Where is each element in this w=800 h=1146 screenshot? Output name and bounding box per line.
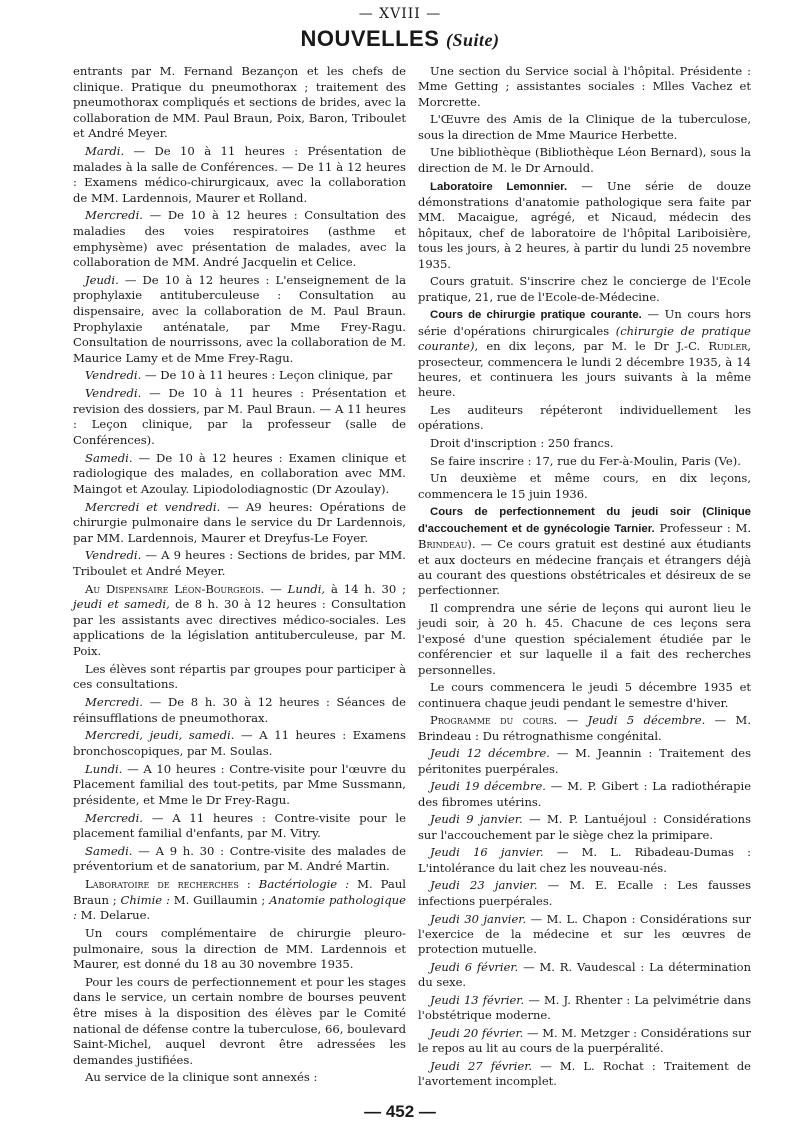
text-fragment: (chirurgie de pratique courante) (418, 323, 751, 354)
paragraph-text: — De 10 à 12 heures : Examen clinique et radiologique des malades, en collaboration avec MM. Maingot et Azoulay. Lipiodolodiagnostic (Dr Azoulay). (73, 450, 406, 496)
paragraph (418, 960, 751, 991)
paragraph (418, 746, 751, 777)
paragraph (418, 713, 751, 744)
paragraph-text: — M. M. Metzger : Considérations sur le repos au lit au cours de la puerpéralité. (418, 1026, 751, 1056)
paragraph-text: — M. P. Gibert : La radiothérapie des fibromes utérins. (418, 779, 751, 809)
page-roman-numeral: — XVIII — (358, 6, 442, 22)
paragraph (418, 812, 751, 843)
paragraph (418, 845, 751, 876)
paragraph (418, 1026, 751, 1057)
paragraph (73, 548, 406, 579)
page-number: — 452 — (364, 1102, 436, 1121)
paragraph-text: — M. R. Vaudescal : La détermination du sexe. (418, 959, 751, 990)
paragraph: Il comprendra une série de leçons qui auront lieu le jeudi soir, à 20 h. 45. Chacune de ces leçons sera l'exposé d'une question spécialement étudiée par le conférencier et sur laquelle il a fait des recherches personnelles. (418, 600, 751, 677)
text-fragment: , en dix leçons, par M. le Dr J.-C. (474, 339, 709, 354)
date-label: Jeudi 5 décembre. (587, 713, 706, 728)
date-label: Jeudi 9 janvier. (430, 812, 523, 827)
day-label: Samedi. (85, 843, 133, 858)
text-fragment: M. Paul Braun ; (73, 877, 407, 907)
text-fragment: — (264, 581, 288, 596)
section-heading: Laboratoire Lemonnier. (430, 180, 568, 193)
paragraph (73, 582, 406, 660)
paragraph: Une bibliothèque (Bibliothèque Léon Bernard), sous la direction de M. le Dr Arnould. (418, 145, 751, 175)
subject-label: Bactériologie : (258, 877, 350, 892)
paragraph (73, 500, 406, 547)
text-fragment: M. Delarue. (76, 908, 151, 923)
paragraph (73, 728, 406, 759)
paragraph (73, 144, 406, 206)
day-label: jeudi et samedi, (73, 597, 170, 612)
paragraph-text: — M. L. Rochat : Traitement de l'avortement incomplet. (418, 1059, 751, 1089)
paragraph-text: — M. J. Rhenter : La pelvimétrie dans l'obstétrique moderne. (418, 992, 751, 1023)
day-label: Mercredi et vendredi. (85, 499, 221, 514)
paragraph-text: — M. P. Lantuéjoul : Considérations sur l'accouchement par le siège chez la primipare. (418, 812, 751, 842)
text-fragment: ). — Ce cours gratuit est destiné aux étudiants et aux docteurs en médecine français et étrangers déjà au courant des questions obstétricales et désireux de se perfectionner. (418, 537, 751, 598)
left-column (73, 64, 406, 1088)
day-label: Mercredi. (85, 695, 143, 709)
day-label: Mardi. (85, 144, 125, 158)
text-fragment: — (557, 713, 588, 728)
subject-label: Chimie : (120, 892, 170, 907)
paragraph: Cours gratuit. S'inscrire chez le concierge de l'Ecole pratique, 21, rue de l'Ecole-de-Médecine. (418, 274, 751, 304)
paragraph (418, 504, 751, 599)
paragraph (418, 179, 751, 273)
paragraph-text: — De 10 à 11 heures : Leçon clinique, par (141, 368, 393, 383)
paragraph: Droit d'inscription : 250 francs. (430, 436, 614, 451)
page-title (0, 24, 800, 55)
day-label: Mercredi. (85, 810, 143, 825)
paragraph (418, 307, 751, 401)
paragraph: Les auditeurs répéteront individuellement les opérations. (418, 402, 751, 433)
text-fragment: — Un cours hors série d'opérations chirurgicales (418, 307, 751, 338)
paragraph (73, 811, 406, 842)
paragraph-text: — M. E. Ecalle : Les fausses infections puerpérales. (418, 878, 751, 908)
paragraph: Le cours commencera le jeudi 5 décembre 1935 et continuera chaque jeudi pendant le semestre d'hiver. (418, 680, 751, 710)
date-label: Jeudi 12 décembre. (430, 746, 550, 761)
day-label: Mercredi. (85, 208, 143, 223)
day-label: Jeudi. (85, 272, 119, 287)
paragraph (73, 386, 406, 448)
paragraph (73, 695, 406, 726)
day-label: Samedi. (85, 450, 133, 465)
section-heading: Cours de perfectionnement du jeudi soir (Clinique d'accouchement et de gynécologie Tarnier. (418, 506, 751, 535)
text-fragment: — M. Brindeau : Du rétrognathisme congénital. (418, 713, 751, 743)
person-name: Rudler (708, 339, 748, 354)
paragraph: Les élèves sont répartis par groupes pour participer à ces consultations. (73, 661, 406, 692)
section-label: Programme du cours. (430, 713, 558, 728)
day-label: Lundi. (85, 761, 123, 776)
paragraph (418, 1059, 751, 1090)
paragraph (418, 779, 751, 810)
paragraph-text: — De 8 h. 30 à 12 heures : Séances de réinsufflations de pneumothorax. (73, 695, 406, 725)
paragraph-text: — A 11 heures : Contre-visite pour le placement familial d'enfants, par M. Vitry. (73, 810, 406, 841)
paragraph-text: — M. L. Ribadeau-Dumas : L'intolérance du lait chez les nouveau-nés. (418, 845, 751, 875)
section-label: Au Dispensaire Léon-Bourgeois. (85, 581, 265, 596)
paragraph-text: — A 11 heures : Examens bronchoscopiques, par M. Soulas. (73, 728, 406, 758)
paragraph (418, 878, 751, 909)
text-fragment: M. Guillaumin ; (169, 892, 270, 907)
paragraph-text: — Une série de douze démonstrations d'anatomie pathologique sera faite par MM. Macaigue, agrégé, et Nicaud, médecin des hôpitaux, chef de laboratoire de l'hôpital Lariboisière, tous les jours, à 2 heures, à partir du lundi 25 novembre 1935. (418, 178, 751, 271)
paragraph (73, 762, 406, 809)
paragraph: L'Œuvre des Amis de la Clinique de la tuberculose, sous la direction de Mme Maurice Herbette. (418, 112, 751, 142)
text-fragment: de 8 h. 30 à 12 heures : Consultation par les assistants avec directives médico-sociales. Les applications de la législation antituberculeuse, par M. Poix. (73, 597, 406, 658)
paragraph-text: — A 9 h. 30 : Contre-visite des malades de préventorium et de sanatorium, par M. André Martin. (73, 843, 406, 874)
paragraph-text: — De 10 à 12 heures : Consultation des maladies des voies respiratoires (asthme et emphysème) avec présentation de malades, avec la collaboration de MM. André Jacquelin et Celice. (73, 208, 406, 270)
paragraph: Se faire inscrire : 17, rue du Fer-à-Moulin, Paris (Ve). (430, 453, 741, 468)
day-label: Vendredi. (85, 368, 142, 383)
paragraph (73, 273, 406, 366)
date-label: Jeudi 16 janvier. (430, 845, 544, 860)
paragraph (418, 993, 751, 1024)
section-label: Laboratoire de recherches : (85, 877, 251, 892)
date-label: Jeudi 27 février. (430, 1059, 533, 1074)
date-label: Jeudi 23 janvier. (430, 878, 538, 893)
paragraph-text: — A 10 heures : Contre-visite pour l'œuvre du Placement familial des tout-petits, par Mme Sussmann, présidente, et Mme le Dr Frey-Ragu. (73, 761, 406, 807)
paragraph (73, 208, 406, 270)
paragraph (73, 368, 406, 384)
paragraph (73, 844, 406, 875)
right-column (418, 64, 751, 1092)
paragraph-text: — M. L. Chapon : Considérations sur l'exercice de la médecine et sur les œuvres de protection mutuelle. (418, 911, 751, 957)
paragraph-text: — A 9 heures : Sections de brides, par MM. Triboulet et André Meyer. (73, 548, 406, 578)
title-suite: (Suite) (446, 30, 500, 50)
date-label: Jeudi 20 février. (430, 1026, 524, 1041)
section-heading: Cours de chirurgie pratique courante. (430, 309, 642, 322)
day-label: Vendredi. (85, 548, 142, 563)
paragraph-text: — De 10 à 11 heures : Présentation de malades à la salle de Conférences. — De 11 à 12 heures : Examens médico-chirurgicaux, avec la collaboration de MM. Lardennois, Maurer et Rolland. (73, 144, 406, 205)
text-fragment (251, 877, 259, 891)
paragraph-text: — De 10 à 12 heures : L'enseignement de la prophylaxie antituberculeuse : Consultation au dispensaire, avec la collaboration de M. Paul Braun. Prophylaxie anténatale, par Mme Frey-Ragu. Consultation de nourrissons, avec la collaboration de M. Maurice Lamy et de Mme Frey-Ragu. (73, 272, 406, 365)
date-label: Jeudi 30 janvier. (430, 911, 527, 926)
paragraph: Un deuxième et même cours, en dix leçons, commencera le 15 juin 1936. (418, 471, 751, 501)
day-label: Vendredi. (85, 386, 142, 401)
paragraph (73, 451, 406, 498)
date-label: Jeudi 6 février. (430, 959, 519, 974)
day-label: Lundi, (287, 581, 326, 596)
person-name: Brindeau (418, 537, 468, 552)
date-label: Jeudi 19 décembre. (430, 779, 546, 794)
paragraph: Un cours complémentaire de chirurgie pleuro-pulmonaire, sous la direction de MM. Lardennois et Maurer, est donné du 18 au 30 novembre 1935. (73, 926, 406, 972)
paragraph (73, 877, 406, 924)
paragraph-text: — De 10 à 11 heures : Présentation et revision des dossiers, par M. Paul Braun. — A 11 heures : Leçon clinique, par la professeur (salle de Conférences). (73, 386, 406, 447)
text-fragment: Professeur : M. (654, 520, 751, 535)
paragraph: Une section du Service social à l'hôpital. Présidente : Mme Getting ; assistantes sociales : Mlles Vachez et Morcrette. (418, 64, 751, 109)
title-text: NOUVELLES (300, 26, 440, 51)
day-label: Mercredi, jeudi, samedi. (85, 728, 235, 743)
subject-label: Anatomie pathologique : (73, 892, 407, 923)
paragraph (418, 912, 751, 958)
date-label: Jeudi 13 février. (430, 992, 525, 1007)
paragraph: Au service de la clinique sont annexés : (85, 1070, 318, 1085)
paragraph-text: — A9 heures: Opérations de chirurgie pulmonaire dans le service du Dr Lardennois, par MM. Lardennois, Maurer et Dreyfus-Le Foyer. (73, 499, 406, 545)
paragraph: Pour les cours de perfectionnement et pour les stages dans le service, un certain nombre de bourses peuvent être mises à la disposition des élèves par le Comité national de défense contre la tuberculose, 66, boulevard Saint-Michel, auquel devront être adressées les demandes justifiées. (73, 974, 406, 1067)
paragraph-text: — M. Jeannin : Traitement des péritonites puerpérales. (418, 746, 751, 776)
paragraph: entrants par M. Fernand Bezançon et les chefs de clinique. Pratique du pneumothorax ; traitement des pneumothorax compliqués et sections de brides, avec la collaboration de MM. Paul Braun, Poix, Baron, Triboulet et André Meyer. (73, 64, 406, 141)
text-fragment: , prosecteur, commencera le lundi 2 décembre 1935, à 14 heures, et continuera les jours suivants à la même heure. (418, 339, 751, 400)
text-fragment: à 14 h. 30 ; (325, 581, 406, 596)
